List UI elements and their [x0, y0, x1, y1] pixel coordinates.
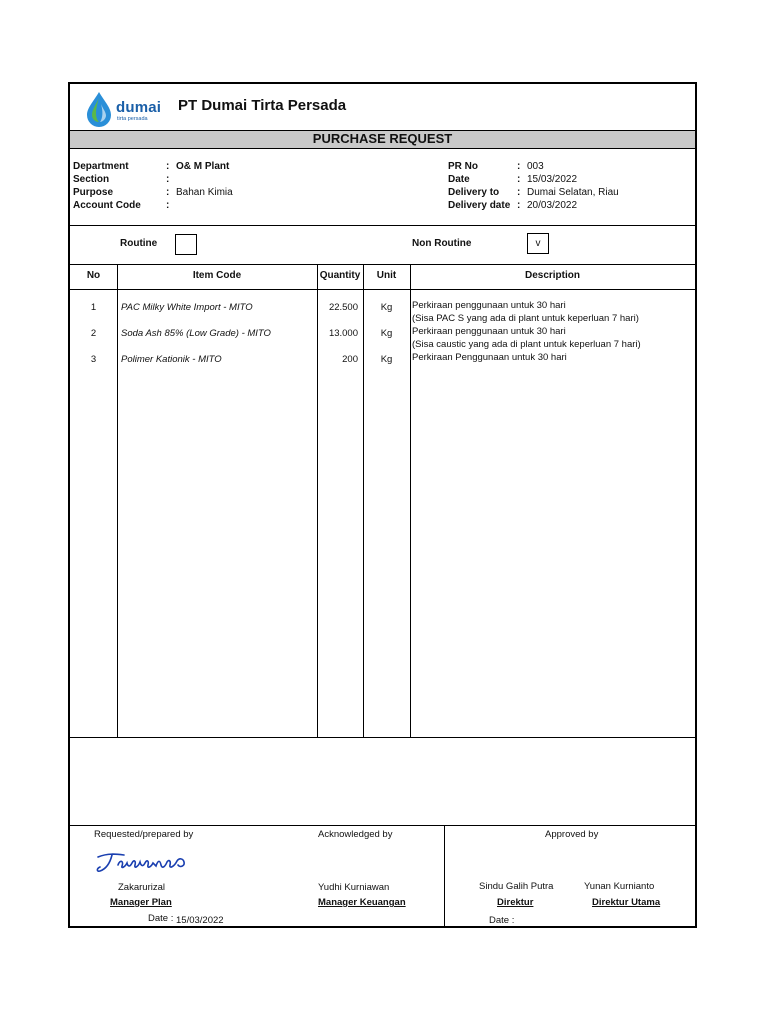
row-no: 1 — [90, 302, 97, 313]
approver2-title: Direktur Utama — [592, 897, 661, 908]
approver-date-label: Date : — [489, 915, 515, 926]
delivery-date-label: Delivery date — [448, 200, 511, 211]
delivery-to-value: Dumai Selatan, Riau — [527, 187, 619, 198]
row-unit: Kg — [380, 328, 393, 339]
logo-text: dumai — [116, 99, 162, 116]
requested-label: Requested/prepared by — [94, 829, 194, 840]
purchase-request-form: dumai tirta persada PT Dumai Tirta Persada PURCHASE REQUEST Department : O& M Plant Section : Purpose : Bahan Kimia Account Code : PR No : 003 Date : 15/03/2022 Delivery to : Dumai Selatan, Riau Delivery date : 20/03/2022 Routine Non Routine v No Item Code Quantity Unit Description 1 PAC Milky White Import - MITO 22.500 Kg Perkiraan penggunaan untuk 30 hari (Sisa PAC S yang ada di plant untuk keperluan 7 hari) 2 Soda Ash 85% (Low Grade) - MITO 13.000 Kg Perkiraan penggunaan untuk 30 hari (Sisa caustic yang ada di plant untuk keperluan 7 hari) 3 Polimer Kationik - MITO 200 Kg Perkiraan Penggunaan untuk 30 hari Requested/prepared by Acknowledged by Approved by Zakarurizal Manager Plan Date : 15/03/2022 Yudhi Kurniawan Manager Keuangan Sindu Galih Putra Direktur Yunan Kurnianto Direktur Utama Date : — [68, 82, 697, 928]
row-no: 2 — [90, 328, 97, 339]
row-desc-note: (Sisa PAC S yang ada di plant untuk keperluan 7 hari) — [412, 313, 639, 324]
row-item: Polimer Kationik - MITO — [121, 354, 222, 365]
row-desc: Perkiraan penggunaan untuk 30 hari — [412, 326, 566, 337]
requester-date: 15/03/2022 — [176, 915, 224, 926]
ack-title: Manager Keuangan — [318, 897, 406, 908]
approver2-name: Yunan Kurnianto — [584, 881, 655, 892]
form-title: PURCHASE REQUEST — [312, 131, 453, 146]
row-item: Soda Ash 85% (Low Grade) - MITO — [121, 328, 271, 339]
purpose-label: Purpose — [73, 187, 114, 198]
row-qty: 200 — [342, 354, 358, 365]
non-routine-checkbox[interactable]: v — [527, 233, 549, 254]
account-code-label: Account Code — [73, 200, 141, 211]
approver1-name: Sindu Galih Putra — [479, 881, 554, 892]
routine-label: Routine — [120, 238, 158, 249]
routine-checkbox[interactable] — [175, 234, 197, 255]
row-item: PAC Milky White Import - MITO — [121, 302, 253, 313]
approver1-title: Direktur — [497, 897, 534, 908]
header-description: Description — [524, 270, 580, 281]
pr-no-label: PR No — [448, 161, 478, 172]
row-qty: 13.000 — [328, 328, 358, 339]
company-name: PT Dumai Tirta Persada — [178, 97, 347, 114]
row-desc: Perkiraan Penggunaan untuk 30 hari — [412, 352, 567, 363]
requester-name: Zakarurizal — [118, 882, 165, 893]
section-label: Section — [73, 174, 110, 185]
header-unit: Unit — [376, 270, 397, 281]
delivery-date-value: 20/03/2022 — [527, 200, 578, 211]
approved-label: Approved by — [545, 829, 599, 840]
water-drop-icon — [84, 90, 114, 128]
date-value: 15/03/2022 — [527, 174, 578, 185]
company-logo — [84, 90, 174, 130]
pr-no-value: 003 — [527, 161, 544, 172]
row-no: 3 — [90, 354, 97, 365]
delivery-to-label: Delivery to — [448, 187, 500, 198]
row-desc-note: (Sisa caustic yang ada di plant untuk keperluan 7 hari) — [412, 339, 641, 350]
header-item-code: Item Code — [192, 270, 242, 281]
row-unit: Kg — [380, 302, 393, 313]
acknowledged-label: Acknowledged by — [318, 829, 393, 840]
handwritten-signature — [94, 849, 198, 877]
logo-subtext: tirta persada — [117, 116, 148, 122]
department-value: O& M Plant — [176, 161, 230, 172]
purpose-value: Bahan Kimia — [176, 187, 233, 198]
requester-date-label: Date : — [148, 913, 174, 924]
row-unit: Kg — [380, 354, 393, 365]
ack-name: Yudhi Kurniawan — [318, 882, 390, 893]
non-routine-label: Non Routine — [412, 238, 472, 249]
row-desc: Perkiraan penggunaan untuk 30 hari — [412, 300, 566, 311]
date-label: Date — [448, 174, 470, 185]
department-label: Department — [73, 161, 129, 172]
header-no: No — [86, 270, 101, 281]
row-qty: 22.500 — [328, 302, 358, 313]
header-quantity: Quantity — [319, 270, 361, 281]
requester-title: Manager Plan — [110, 897, 172, 908]
